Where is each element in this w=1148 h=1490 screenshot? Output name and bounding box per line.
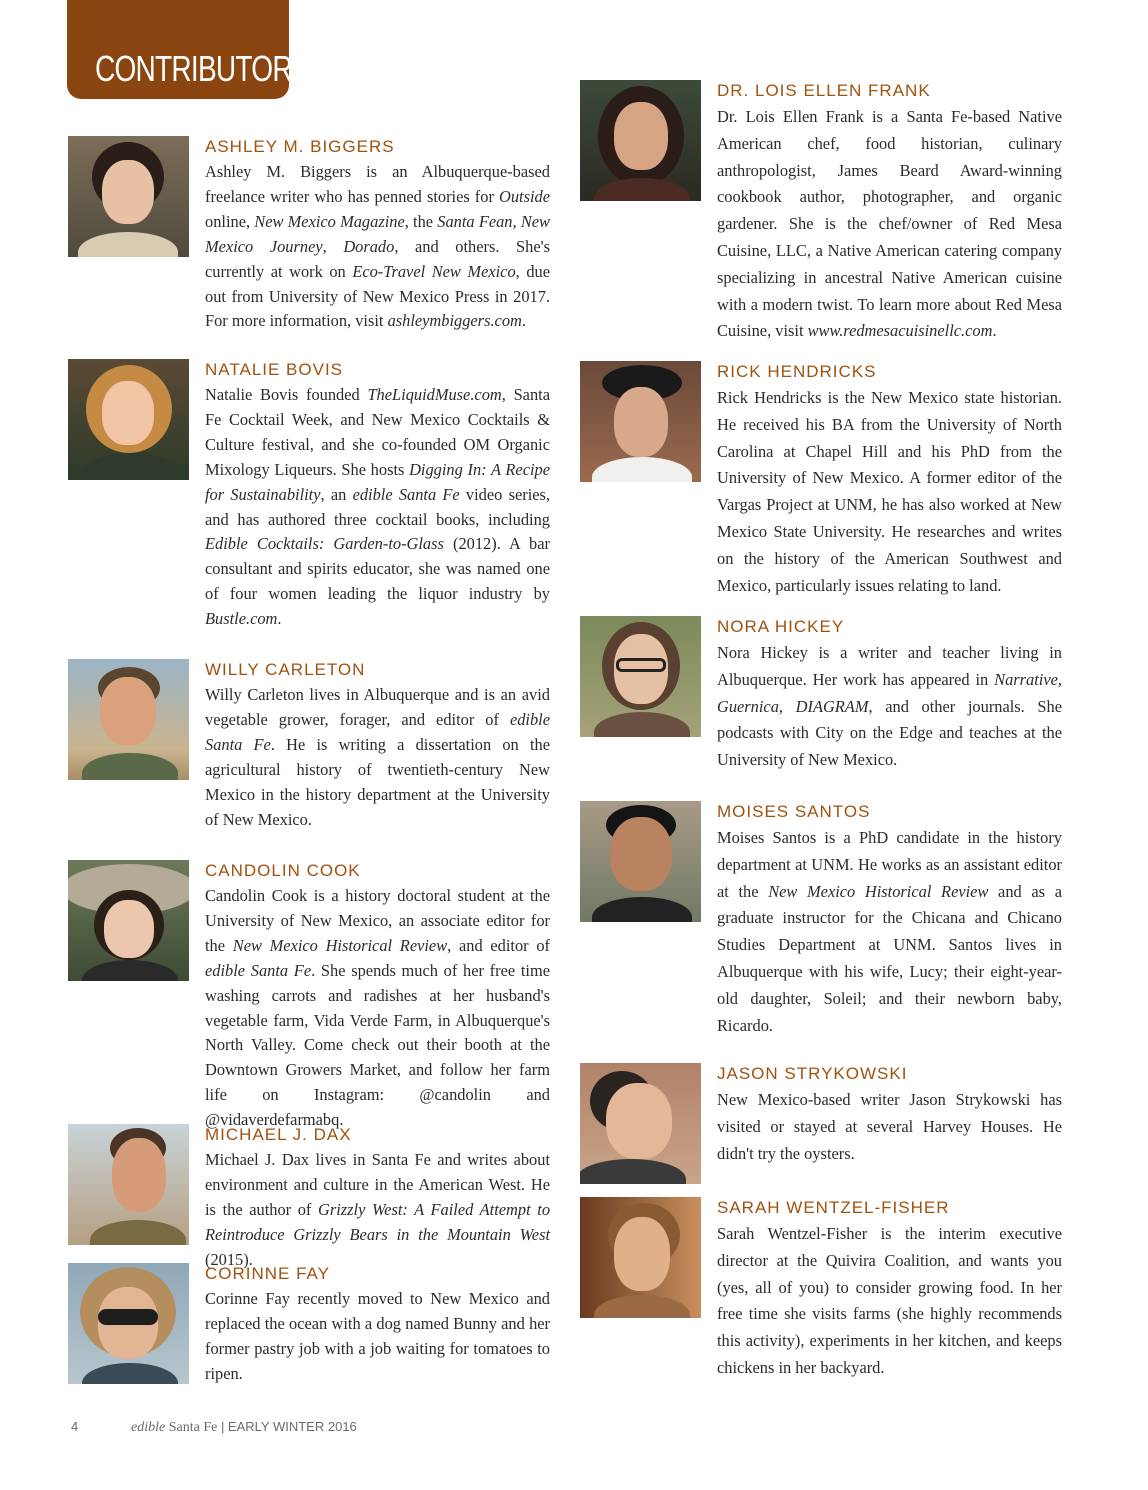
- page-number: 4: [71, 1419, 79, 1434]
- contributor-photo: [68, 860, 189, 981]
- contributor-photo: [580, 1063, 701, 1184]
- contributor-bio: Corinne Fay recently moved to New Mexico and replaced the ocean with a dog named Bunny and her former pastry job with a job waiting for tomatoes to ripen.: [205, 1289, 550, 1383]
- section-banner: [67, 0, 310, 99]
- contributor-bio: Sarah Wentzel-Fisher is the interim executive director at the Quivira Coalition, and wants you (yes, all of you) to consider growing food. In her free time she visits farms (she highly recommends this activity), experiments in her kitchen, and keeps chickens in her backyard.: [717, 1224, 1062, 1377]
- contributor-name: RICK HENDRICKS: [717, 362, 877, 381]
- contributor-photo: [580, 616, 701, 737]
- contributor-photo: [68, 1263, 189, 1384]
- contributor-bio: Candolin Cook is a history doctoral student at the University of New Mexico, an associate editor for the New Mexico Historical Review, and editor of edible Santa Fe. She spends much of her free time washing carrots and radishes at her husband's vegetable farm, Vida Verde Farm, in Albuquerque's North Valley. Come check out their booth at the Downtown Growers Market, and follow her farm life on Instagram: @candolin and @vidaverdefarmabq.: [205, 886, 550, 1130]
- contributor-bio: New Mexico-based writer Jason Strykowski has visited or stayed at several Harvey Houses. He didn't try the oysters.: [717, 1090, 1062, 1163]
- contributor-name: NATALIE BOVIS: [205, 360, 344, 379]
- page-footer: [71, 1419, 357, 1436]
- contributor-photo: [580, 801, 701, 922]
- contributor-name: WILLY CARLETON: [205, 660, 366, 679]
- contributor-bio: Moises Santos is a PhD candidate in the history department at UNM. He works as an assistant editor at the New Mexico Historical Review and as a graduate instructor for the Chicana and Chicano Studies Department at UNM. Santos lives in Albuquerque with his wife, Lucy; their eight-year-old daughter, Soleil; and their newborn baby, Ricardo.: [717, 828, 1062, 1035]
- contributor-name: MOISES SANTOS: [717, 802, 871, 821]
- contributor-photo: [68, 359, 189, 480]
- contributor-bio: Michael J. Dax lives in Santa Fe and writes about environment and culture in the American West. He is the author of Grizzly West: A Failed Attempt to Reintroduce Grizzly Bears in the Mountain West (2015).: [205, 1150, 551, 1269]
- contributor-photo: [580, 361, 701, 482]
- contributor-name: NORA HICKEY: [717, 617, 845, 636]
- contributor-name: ASHLEY M. BIGGERS: [205, 137, 395, 156]
- contributor-bio: Rick Hendricks is the New Mexico state historian. He received his BA from the University of North Carolina at Chapel Hill and his PhD from the University of New Mexico. A former editor of the Vargas Project at UNM, he has also worked at New Mexico State University. He researches and writes on the history of the American Southwest and Mexico, particularly issues relating to land.: [717, 388, 1062, 595]
- contributor-photo: [68, 659, 189, 780]
- contributor-name: SARAH WENTZEL-FISHER: [717, 1198, 950, 1217]
- issue-label: | EARLY WINTER 2016: [217, 1419, 357, 1434]
- contributor-bio: Dr. Lois Ellen Frank is a Santa Fe-based Native American chef, food historian, culinary anthropologist, James Beard Award-winning cookbook author, photographer, and organic gardener. She is the chef/owner of Red Mesa Cuisine, LLC, a Native American catering company specializing in ancestral Native American cuisine with a modern twist. To learn more about Red Mesa Cuisine, visit www.redmesacuisinellc.com.: [717, 107, 1062, 341]
- contributor-bio: Willy Carleton lives in Albuquerque and is an avid vegetable grower, forager, and editor of edible Santa Fe. He is writing a dissertation on the agricultural history of twentieth-century New Mexico in the history department at the University of New Mexico.: [205, 685, 550, 829]
- contributor-photo: [580, 1197, 701, 1318]
- contributor-photo: [68, 1124, 189, 1245]
- contributor-photo: [68, 136, 189, 257]
- contributor-bio: Ashley M. Biggers is an Albuquerque-based freelance writer who has penned stories for Outside online, New Mexico Magazine, the Santa Fean, New Mexico Journey, Dorado, and others. She's currently at work on Eco-Travel New Mexico, due out from University of New Mexico Press in 2017. For more information, visit ashleymbiggers.com.: [205, 162, 550, 331]
- contributor-photo: [580, 80, 701, 201]
- page-title: CONTRIBUTORS: [95, 48, 310, 89]
- contributor-name: CANDOLIN COOK: [205, 861, 361, 880]
- magazine-name: edible Santa Fe: [131, 1420, 218, 1435]
- contributor-name: MICHAEL J. DAX: [205, 1125, 352, 1144]
- contributor-name: DR. LOIS ELLEN FRANK: [717, 81, 931, 100]
- contributor-bio: Natalie Bovis founded TheLiquidMuse.com, Santa Fe Cocktail Week, and New Mexico Cocktails & Culture festival, and she co-founded OM Organic Mixology Liqueurs. She hosts Digging In: A Recipe for Sustainability, an edible Santa Fe video series, and has authored three cocktail books, including Edible Cocktails: Garden-to-Glass (2012). A bar consultant and spirits educator, she was named one of four women leading the liquor industry by Bustle.com.: [205, 385, 551, 629]
- contributor-name: CORINNE FAY: [205, 1264, 330, 1283]
- contributor-bio: Nora Hickey is a writer and teacher living in Albuquerque. Her work has appeared in Narrative, Guernica, DIAGRAM, and other journals. She podcasts with City on the Edge and teaches at the University of New Mexico.: [717, 643, 1063, 770]
- contributor-name: JASON STRYKOWSKI: [717, 1064, 908, 1083]
